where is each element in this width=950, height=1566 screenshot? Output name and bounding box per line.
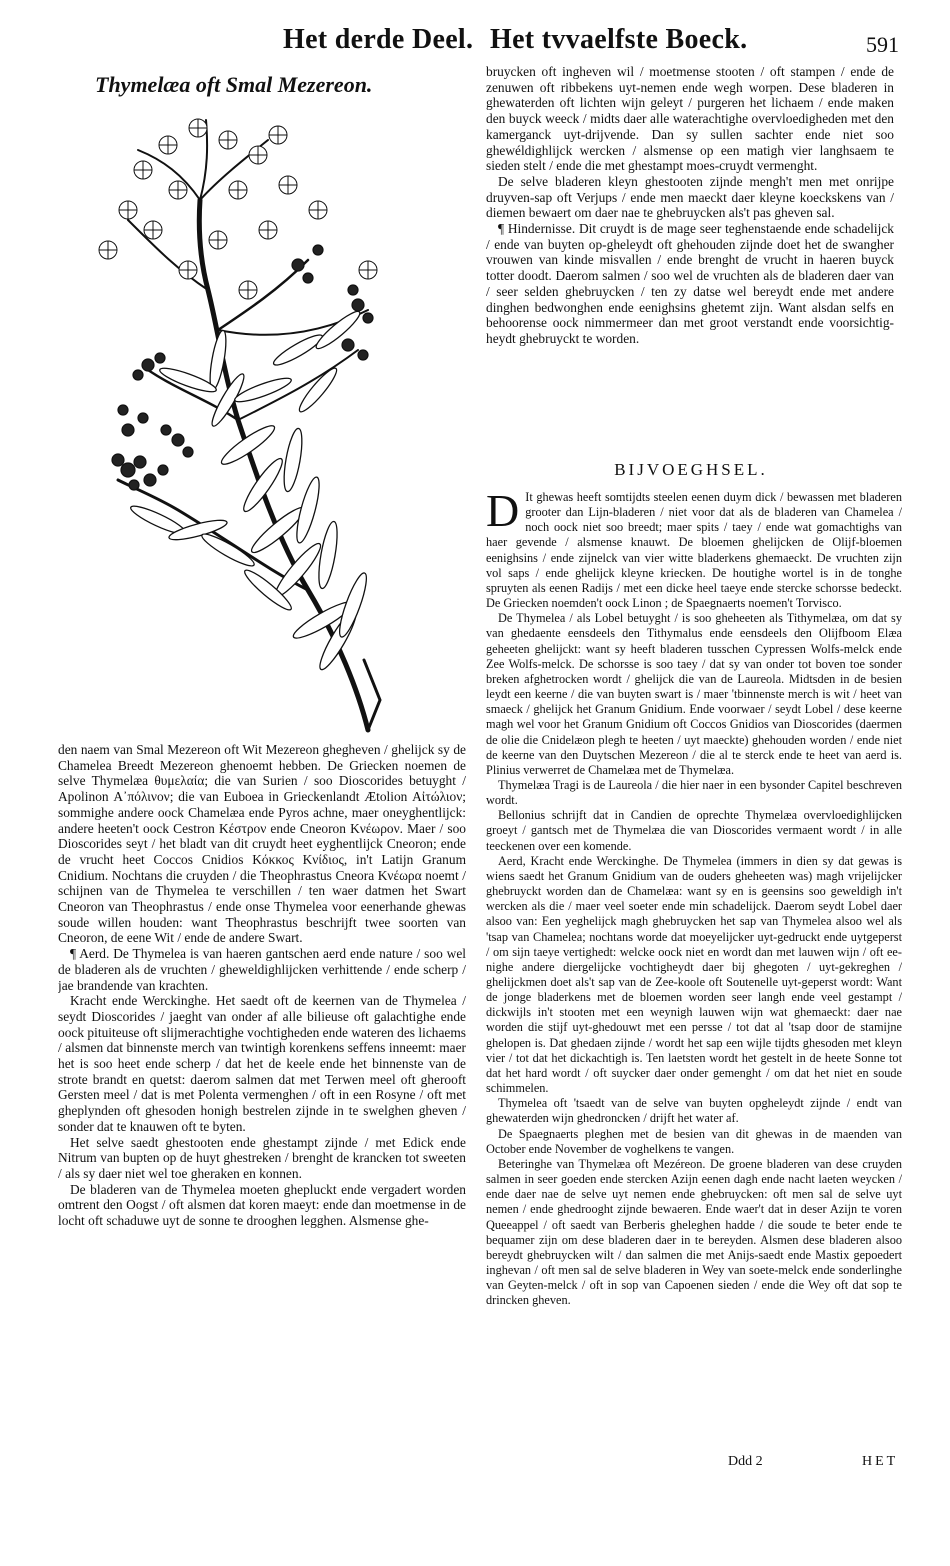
paragraph: Het selve saedt ghestooten ende ghestampt zijnde / met Edick ende Nitrum van bupten op de huyt ghestreken / brenght de krancken tot sweeten / als sy daer niet wel toe gheraken en konnen. xyxy=(58,1134,466,1181)
paragraph: De bladeren van de Thymelea moeten ghepluckt ende vergadert worden omtrent den Oogst / oft alsmen dat koren maeyt: ende dan moetmense in de locht oft schaduwe uyt de sonne te drooghen legghen. Alsmense ghe- xyxy=(58,1181,466,1229)
paragraph: den naem van Smal Mezereon oft Wit Mezereon ghegheven / ghelijck sy de Chamelea Breedt Mezereon ghenoemt hebben. De Griecken noemen de selve Thymelæa θυμελαία; die van Surien / soo Dioscorides betuyght / Apolinon Α᾽πόλινον; die van Euboea in Grieckenlandt Ætolion Αἰτώλιον; sommighe andere oock Chamelæa ende Pyros achne, maer oneyghentlijck: andere heeten't oock Cestron Κέστρον ende Cneoron Κνέωρον. Maer / soo Dioscorides seyt / het bladt van dit cruydt heet eyghentlijck Cneoron; ende de vrucht heet Coccos Cnidios Κόκκος Κνίδιος, in't Latijn Granum Cnidium. Nochtans die cruyden / die Theophrastus Cneora Κνέωρα noemt / schijnen van de Thymelea te verschillen / ten waer datmen het Swart Cneoron van Theophrastus / ende onse Thymelea voor eenerhande ghewas soude willen houden: want Theophrastus beschrijft twee soorten van Cneoron, de eene Wit / ende de andere Swart. xyxy=(58,742,466,946)
thymelaea-plant-woodcut xyxy=(68,100,412,740)
paragraph: Bellonius schrijft dat in Candien de oprechte Thymelæa overvloedighlijcken groeyt / gantsch met de Thymelæa die van Dioscorides vermaent wordt / in alle teeckenen over een komende. xyxy=(486,808,902,853)
page-number: 591 xyxy=(866,32,899,57)
paragraph: Thymelæa Tragi is de Laureola / die hier naer in een bysonder Capitel beschreven wordt. xyxy=(486,777,902,808)
paragraph: ¶ Hindernisse. Dit cruydt is de mage seer teghenstaende ende schadelijck / ende van buyten op-gheleydt oft ghehouden zijnde doet het de swangher vrouwen van kinde misvallen / ende brenght de vrucht in haeren buyck totter doodt. Daerom salmen / soo wel de vruchten als de bladeren daer van / seer selden ghebruycken / ten zy datse wel bereydt ende met andere dinghen bedwonghen ende eenighsins ghetemt zijn. Want alsdan selfs en behoorense oock nimmermeer dan met groot verstandt ende voorsichtigheydt ghebruyckt te worden. xyxy=(486,221,894,346)
illustration-title: Thymelæa oft Smal Mezereon. xyxy=(95,72,373,97)
paragraph: Beteringhe van Thymelæa oft Mezéreon. De groene bladeren van dese cruyden salmen in seer goeden ende stercken Azijn eenen dagh ende nacht laeten weycken / ende daer nae de selve uyt nemen ende ghebruycken: oft men sal de selve uyt nemen / ende ghedrooght zijnde bewaeren. Ende waer't dat in deser Azijn te voren Queeappel / oft saedt van Berberis gheleghen hadde / die soude te beter ende te bequamer zijn om dese bladeren daer in te bereyden. Alsmen dese bladeren alsoo bereydt ghebruycken wilt / dan salmen die met Anijs-saedt ende Mastix gepoedert inghevan / oft men sal de selve bladeren in Wey van soete-melck ende sonderlinghe van Geyten-melck / oft in sop van Capoenen sieden / ende die Wey oft dat sop te drincken gheven. xyxy=(486,1156,902,1308)
bijvoegsel-text xyxy=(486,490,902,1435)
paragraph: De Thymelea / als Lobel betuyght / is soo gheheeten als Tithymelæa, om dat sy van ghedaente eensdeels den Tithymalus ende eensdeels den Olijfboom Elæa geheeten ghelijckt: want sy heeft bladeren tusschen Cypressen Wolfs-melck ende Zee Wolfs-melck. De schorsse is soo taey / dat sy van onder tot boven toe sonder breken afghetrocken wordt / ghelijck die van de Laureola. Midtsden in de besien leydt een keerne / die van buyten swart is / maer 'tbinnenste merch is wit / heet van smaeck / ghelijck het Granum Gnidium. Ende voorwaer / seydt Lobel / dese keerne magh wel voor het Granum Gnidium oft Coccos Gnidios van Dioscorides (daermen de olie die Cnidelæon plegh te heeten / uyt maeckte) ghehouden worden / ende niet de keerne van den Duytschen Mezereon / die al te sterck ende te heet van aerd is. Plinius verwerret de Chamelæa met de Thymelæa. xyxy=(486,611,902,777)
running-head-right: Het tvvaelfste Boeck. xyxy=(490,24,748,55)
paragraph: Aerd, Kracht ende Werckinghe. De Thymelea (immers in dien sy dat gewas is wiens saedt het Granum Gnidium van de ouders gheheeten was) magh vrijelijcker ghebruyckt worden dan de Chamelæa: want sy en is geensins soo geweldigh in't wercken als die / maer veel soeter ende min schadelijck. Daerom seydt Lobel daer alsoo van: Een yeghelijck magh ghebruycken het sap van Thymelea alsoo wel als 'tsap van Chamelea; nochtans worde dat moeyelijcker uyt-gedruckt ende uytgeperst / om sijn taeye vertighedt: welcke oock niet en wordt dan met lauwen wijn / oft eenighe andere diergelijcke vochtigheydt daer bij ghegoten / uyt-gekreghen / ghelijckmen doet als't sap van de Zee-koole oft Soutenelle uyt-geperst wordt: Want de jonge bladerkens met de bloemen worden seer langh ende veel gestampt / dickwijls in't stooten met een weynigh lauwen wijn wat ghemaeckt: daer nae worden die stijf uyt-ghedouwt met een persse / tot dat al 'tsap door de stamijne ghelopen is. Dat ghedaen zijnde / wordt het sap een wijle tijdts ghesoden met kleyn vier / tot dat het dickachtigh is. Ten laetsten wordt het gestelt in de heete Sonne tot dat het hard wordt / oft suycker daer onder gemenght / om dat het niet en soude schimmelen. xyxy=(486,853,902,1096)
catchword: HET xyxy=(862,1454,899,1469)
right-column-text xyxy=(486,64,894,450)
section-heading-bijvoegsel: BIJVOEGHSEL. xyxy=(614,460,768,479)
paragraph: D It ghewas heeft somtijdts steelen eenen duym dick / bewassen met bladeren grooter dan Lijn-bladeren / niet voor dat als de bladeren van Chamelea / noch oock niet soo breedt; maer spits / taey / ende wat gomachtighs van haer gevende / alsmense knauwt. De bloemen ghelijcken de Olijf-bloemen eenighsins / ende zijnelck van vier witte bladerkens ghemaeckt. De vruchten zijn vol saps / ende ghelijck kleyne kriecken. De houtighe wortel is in de tonghe spruyten als eenen Radijs / met een dicke heel taeye ende stercke schorsse bedeckt. De Griecken noemden't oock Linon ; de Spaegnaerts noemen't Torvisco. xyxy=(486,490,902,611)
paragraph: De selve bladeren kleyn ghestooten zijnde mengh't men met onrijpe druyven-sap oft Verjups / ende men maeckt daer kleyne koeckskens van / diemen bewaert om daer nae te ghebruycken als't pas gheven sal. xyxy=(486,173,894,221)
drop-cap: D xyxy=(486,490,520,536)
paragraph: De Spaegnaerts pleghen met de besien van dit ghewas in de maenden van October ende November de voghelkens te vangen. xyxy=(486,1126,902,1156)
paragraph: bruycken oft ingheven wil / moetmense stooten / oft stampen / ende de zenuwen oft ribbekens uyt-nemen ende wegh worpen. Dese bladeren in ghewaterden oft lichten wijn geleyt / purgeren het lichaem / ende maken den buyck weeck / midts daer alle waterachtighe overvloedigheden met den kamerganck uyt-drijvende. Dan sy sullen sachter ende niet soo ghewéldighlijck wercken / alsmense op een matigh vier langhsaem te sieden stelt / ende die met ghestampt moes-cruydt vermenght. xyxy=(486,64,894,174)
paragraph: Thymelea oft 'tsaedt van de selve van buyten opgheleydt zijnde / endt van ghewaterden wijn ghedroncken / drijft het water af. xyxy=(486,1096,902,1126)
paragraph: ¶ Aerd. De Thymelea is van haeren gantschen aerd ende nature / soo wel de bladeren als de vruchten / gheweldighlijcken verhittende / ende scherp / jae brandende van krachten. xyxy=(58,946,466,993)
paragraph: Kracht ende Werckinghe. Het saedt oft de keernen van de Thymelea / seydt Dioscorides / jaeght van onder af alle bilieuse oft galachtighe ende oock pituiteuse oft slijmerachtighe vochtigheden ende wateren des lichaems / alsmen dat binnenste merch van twintigh korenkens seffens inneemt: maer het is soo heet ende scherp / dat het de keele ende het binnenste van de strote brandt en quetst: daerom salmen dat met Terwen meel oft gherooft Gersten meel / dat is met Polenta vermenghen / oft in een Rosyne / oft met gheplynden oft ghesoden honigh bestrelen zijnde in te swelghen gheven / sonder dat te knauwen oft te byten. xyxy=(58,993,466,1134)
signature-mark: Ddd 2 xyxy=(728,1454,763,1469)
running-head-left: Het derde Deel. xyxy=(283,24,474,55)
left-column-text xyxy=(58,742,466,1442)
